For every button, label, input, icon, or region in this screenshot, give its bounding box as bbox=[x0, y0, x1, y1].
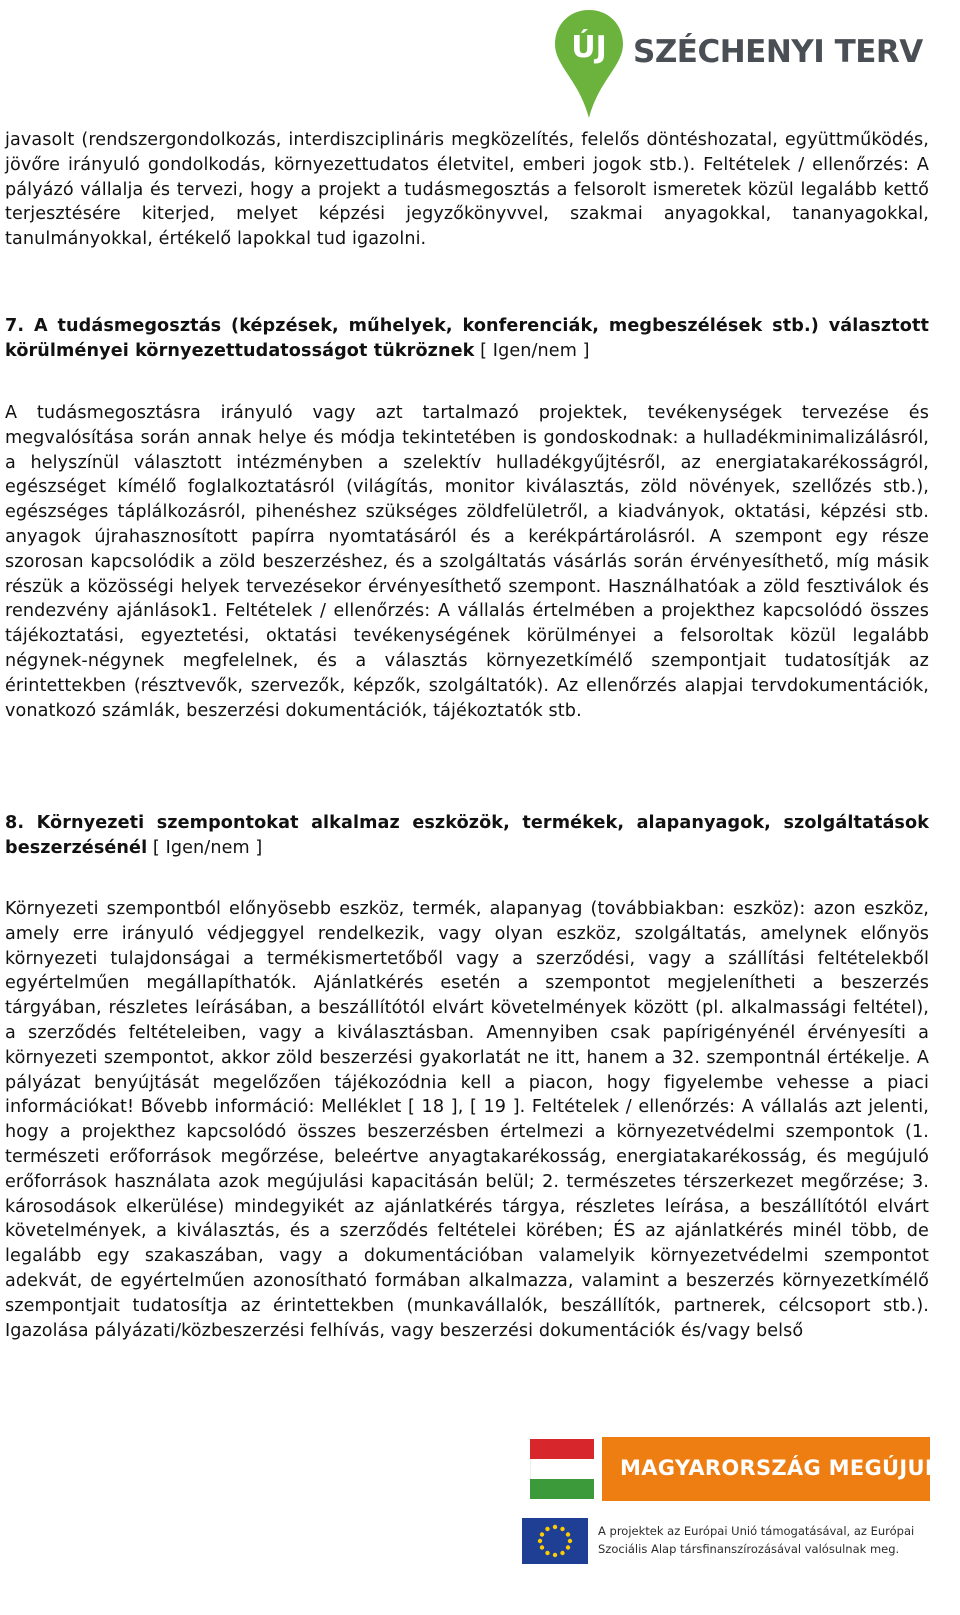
eu-text-line-2: Szociális Alap társfinanszírozásával valósulnak meg. bbox=[598, 1542, 900, 1556]
eu-funding-notice bbox=[522, 1516, 930, 1570]
banner-text: MAGYARORSZÁG MEGÚJUL bbox=[620, 1456, 939, 1480]
section-7-option: [ Igen/nem ] bbox=[474, 340, 590, 361]
section-7-heading bbox=[5, 314, 929, 364]
logo-badge-text: ÚJ bbox=[571, 30, 607, 65]
section-8-heading bbox=[5, 811, 929, 861]
section-7-title: 7. A tudásmegosztás (képzések, műhelyek, konferenciák, megbeszélések stb.) választott körülményei környezettudatosságot tükröznek bbox=[5, 316, 929, 361]
logo-brand-text: SZÉCHENYI TERV bbox=[633, 34, 923, 70]
section-8-option: [ Igen/nem ] bbox=[147, 837, 263, 858]
section-8-title: 8. Környezeti szempontokat alkalmaz eszközök, termékek, alapanyagok, szolgáltatások beszerzésénél bbox=[5, 813, 929, 858]
paragraph-intro: javasolt (rendszergondolkozás, interdiszciplináris megközelítés, felelős döntéshozatal, együttműködés, jövőre irányuló gondolkodás, környezettudatos életvitel, emberi jogok stb.). Feltételek / ellenőrzés: A pályázó vállalja és tervezi, hogy a projekt a tudásmegosztás a felsorolt ismeretek közül legalább kettő terjesztésére kiterjed, melyet képzési jegyzőkönyvvel, szakmai anyagokkal, tananyagokkal, tanulmányokkal, értékelő lapokkal tud igazolni. bbox=[5, 130, 929, 250]
paragraph-section-8: Környezeti szempontból előnyösebb eszköz, termék, alapanyag (továbbiakban: eszköz): azon eszköz, amely erre irányuló védjeggyel rendelkezik, vagy olyan eszköz, szolgáltatás, amelynek előnyös környezeti tulajdonságai a termékismertetőből vagy a szerződési, vagy a szállítási feltételekből egyértelműen megállapíthatók. Ajánlatkérés esetén a szempontot megjelenítheti a beszerzés tárgyában, részletes leírásában, a beszállítótól elvárt követelmények között (pl. alkalmassági feltétel), a szerződés feltételeiben, vagy a kiválasztásban. Amennyiben csak papírigényénél érvényesíti a környezeti szempontot, akkor zöld beszerzési gyakorlatát ne itt, hanem a 32. szempontnál értékelje. A pályázat benyújtását megelőzően tájékozódnia kell a piacon, hogy figyelembe vehesse a piaci információkat! Bővebb információ: Melléklet [ 18 ], [ 19 ]. Feltételek / ellenőrzés: A vállalás azt jelenti, hogy a projekthez kapcsolódó összes beszerzésben értelmezi a környezetvédelmi szempontok (1. természeti erőforrások megőrzése, beleértve anyagtakarékosság, energiatakarékosság, és megújuló erőforrások használata azok megújulási kapacitásán belül; 2. természetes térszerkezet megőrzése; 3. károsodások elkerülése) mindegyikét az ajánlatkérés tárgya, részletes leírása, a beszállítótól elvárt követelmények, a kiválasztás, és a szerződés feltételei körében; ÉS az ajánlatkérés minél több, de legalább egy szakaszában, vagy a dokumentációban valamelyik környezetvédelmi szempontot adekvát, de egyértelműen azonosítható formában alkalmazza, valamint a beszerzés környezetkímélő szempontjait tudatosítja az érintettekben (munkavállalók, beszállítók, partnerek, célcsoport stb.). Igazolása pályázati/közbeszerzési felhívás, vagy beszerzési dokumentációk és/vagy belső bbox=[5, 899, 929, 1341]
hungarian-flag-icon bbox=[530, 1439, 594, 1499]
eu-text-line-1: A projektek az Európai Unió támogatásával, az Európai bbox=[598, 1524, 915, 1538]
paragraph-section-7: A tudásmegosztásra irányuló vagy azt tartalmazó projektek, tevékenységek tervezése és megvalósítása során annak helye és módja tekintetében is gondoskodnak: a hulladékminimalizálásról, a helyszínül választott intézményben a szelektív hulladékgyűjtésről, az energiatakarékosságról, egészséget kímélő foglalkoztatásról (világítás, monitor kiválasztás, zöld növények, szellőzés stb.), egészséges táplálkozásról, pihenéshez szükséges zöldfelületről, a kiadványok, oktatási, képzési stb. anyagok újrahasznosított papírra nyomtatásáról és a kerékpártárolásról. A szempont egy része szorosan kapcsolódik a zöld beszerzéshez, és a szolgáltatás vásárlás során érvényesíthető, míg másik részük a közösségi helyek tervezésekor érvényesíthető szempont. Használhatóak a zöld fesztiválok és rendezvény ajánlások1. Feltételek / ellenőrzés: A vállalás értelmében a projekthez kapcsolódó összes tájékoztatási, egyeztetési, oktatási tevékenységének körülményei a felsoroltak közül legalább négynek-négynek megfelelnek, és a választás környezetkímélő szempontjait tudatosítják az érintettekben (résztvevők, szervezők, képzők, szolgáltatók). Az ellenőrzés alapjai tervdokumentációk, vonatkozó számlák, beszerzési dokumentációk, tájékoztatók stb. bbox=[5, 403, 929, 721]
eu-flag-icon bbox=[522, 1518, 588, 1564]
magyarorszag-megujul-logo bbox=[522, 1431, 939, 1507]
location-pin-icon bbox=[553, 8, 625, 120]
szechenyi-terv-logo bbox=[553, 8, 923, 120]
eu-funding-text bbox=[598, 1522, 928, 1558]
banner-orange-panel bbox=[602, 1437, 939, 1501]
